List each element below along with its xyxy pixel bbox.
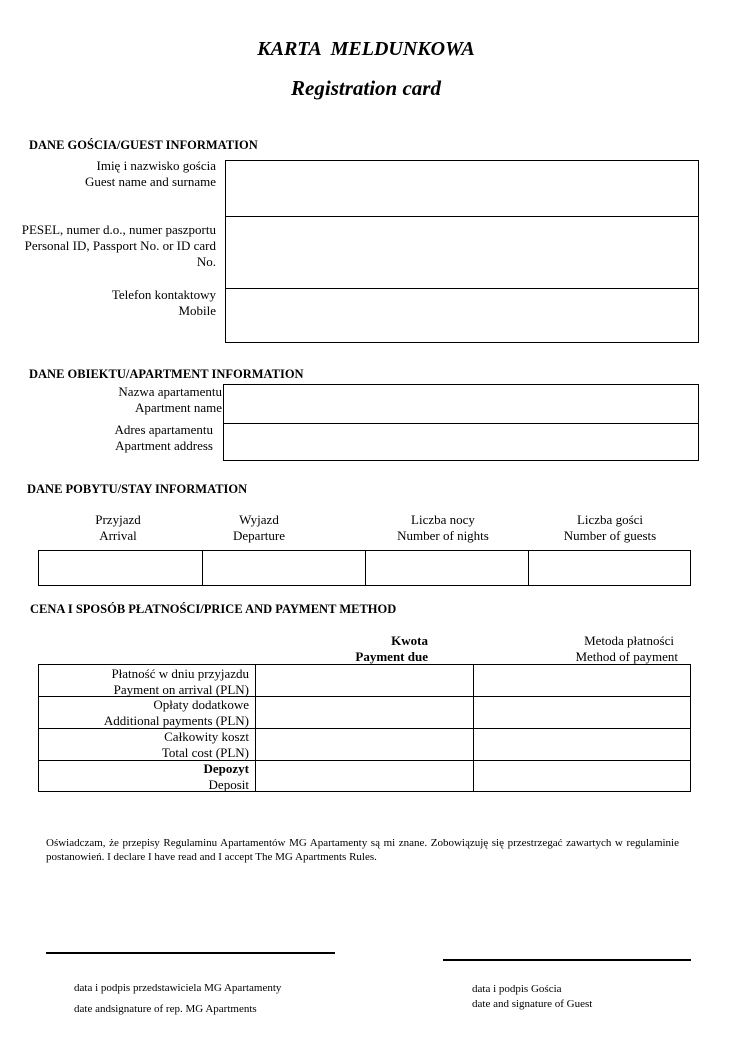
total-cost-label-pl: Całkowity koszt <box>164 729 249 744</box>
apartment-address-label <box>20 422 213 454</box>
arrival-field[interactable] <box>39 551 202 585</box>
declaration-text: Oświadczam, że przepisy Regulaminu Apartamentów MG Apartamenty są mi znane. Zobowiązuję się przestrzegać zawartych w regulaminie postanowień. I declare I have read and I accept The MG Apartments Rules. <box>46 837 679 863</box>
guest-id-label-en2: No. <box>196 254 216 269</box>
method-header-en: Method of payment <box>575 649 678 664</box>
payment-row-label <box>39 666 249 698</box>
additional-payments-label-en: Additional payments (PLN) <box>103 713 249 728</box>
apartment-address-label-pl: Adres apartamentu <box>114 422 213 437</box>
rep-signature-caption-en: date andsignature of rep. MG Apartments <box>74 1003 257 1015</box>
guest-name-label <box>20 158 216 190</box>
guest-name-field[interactable] <box>226 161 698 216</box>
guest-phone-field[interactable] <box>226 289 698 342</box>
apartment-name-field[interactable] <box>224 385 698 423</box>
apartment-name-label <box>20 384 222 416</box>
additional-payments-label-pl: Opłaty dodatkowe <box>153 697 249 712</box>
payment-row-label <box>39 761 249 793</box>
stay-col-departure <box>199 512 319 544</box>
deposit-label-en: Deposit <box>208 777 249 792</box>
apartment-name-label-pl: Nazwa apartamentu <box>118 384 222 399</box>
amount-column-header <box>300 633 428 665</box>
stay-col-departure-en: Departure <box>233 528 285 543</box>
guest-id-label-en: Personal ID, Passport No. or ID card <box>24 238 216 253</box>
stay-col-guests-pl: Liczba gości <box>576 512 644 527</box>
total-cost-label-en: Total cost (PLN) <box>161 745 249 760</box>
payment-on-arrival-label-en: Payment on arrival (PLN) <box>113 682 249 697</box>
stay-col-arrival <box>58 512 178 544</box>
guest-name-label-pl: Imię i nazwisko gościa <box>96 158 216 173</box>
stay-col-departure-pl: Wyjazd <box>239 512 279 527</box>
stay-info-table <box>38 550 691 586</box>
guest-signature-caption-en: date and signature of Guest <box>472 998 593 1010</box>
guest-id-field[interactable] <box>226 217 698 288</box>
payment-on-arrival-label-pl: Płatność w dniu przyjazdu <box>111 666 249 681</box>
stay-col-nights <box>378 512 508 544</box>
stay-col-nights-en: Number of nights <box>397 528 489 543</box>
payment-on-arrival-method-field[interactable] <box>474 665 690 696</box>
guest-id-label <box>10 222 216 270</box>
payment-row-label <box>39 729 249 761</box>
payment-section-heading: CENA I SPOSÓB PŁATNOŚCI/PRICE AND PAYMENT METHOD <box>30 602 397 616</box>
guest-phone-label-en: Mobile <box>178 303 216 318</box>
guest-signature-caption-pl: data i podpis Gościa <box>472 983 562 995</box>
document-subtitle: Registration card <box>291 76 441 100</box>
guests-count-field[interactable] <box>529 551 690 585</box>
guest-name-label-en: Guest name and surname <box>84 174 216 189</box>
nights-field[interactable] <box>366 551 528 585</box>
rep-signature-line[interactable] <box>46 952 335 954</box>
apartment-name-label-en: Apartment name <box>135 400 222 415</box>
guest-info-table <box>225 160 699 343</box>
apartment-section-heading: DANE OBIEKTU/APARTMENT INFORMATION <box>29 367 304 381</box>
departure-field[interactable] <box>203 551 365 585</box>
stay-col-guests <box>545 512 675 544</box>
stay-col-arrival-en: Arrival <box>99 528 137 543</box>
guest-signature-line[interactable] <box>443 959 691 961</box>
stay-col-arrival-pl: Przyjazd <box>95 512 141 527</box>
rep-signature-caption-pl: data i podpis przedstawiciela MG Apartamenty <box>74 982 282 994</box>
payment-table <box>38 664 691 792</box>
deposit-amount-field[interactable] <box>256 761 473 791</box>
stay-col-nights-pl: Liczba nocy <box>411 512 475 527</box>
stay-col-guests-en: Number of guests <box>563 528 657 543</box>
apartment-info-table <box>223 384 699 461</box>
method-column-header <box>540 633 678 665</box>
guest-phone-label <box>20 287 216 319</box>
method-header-pl: Metoda płatności <box>584 633 674 648</box>
apartment-address-label-en: Apartment address <box>115 438 213 453</box>
guest-phone-label-pl: Telefon kontaktowy <box>111 287 216 302</box>
additional-payments-amount-field[interactable] <box>256 697 473 728</box>
stay-section-heading: DANE POBYTU/STAY INFORMATION <box>27 482 248 496</box>
amount-header-en: Payment due <box>355 649 428 664</box>
deposit-label-pl: Depozyt <box>203 761 249 776</box>
guest-id-label-pl: PESEL, numer d.o., numer paszportu <box>21 222 216 237</box>
total-cost-method-field[interactable] <box>474 729 690 760</box>
additional-payments-method-field[interactable] <box>474 697 690 728</box>
payment-on-arrival-amount-field[interactable] <box>256 665 473 696</box>
amount-header-pl: Kwota <box>391 633 428 648</box>
apartment-address-field[interactable] <box>224 424 698 460</box>
document-title: KARTA MELDUNKOWA <box>257 38 475 60</box>
payment-row-label <box>39 697 249 729</box>
total-cost-amount-field[interactable] <box>256 729 473 760</box>
guest-section-heading: DANE GOŚCIA/GUEST INFORMATION <box>29 138 258 152</box>
deposit-method-field[interactable] <box>474 761 690 791</box>
